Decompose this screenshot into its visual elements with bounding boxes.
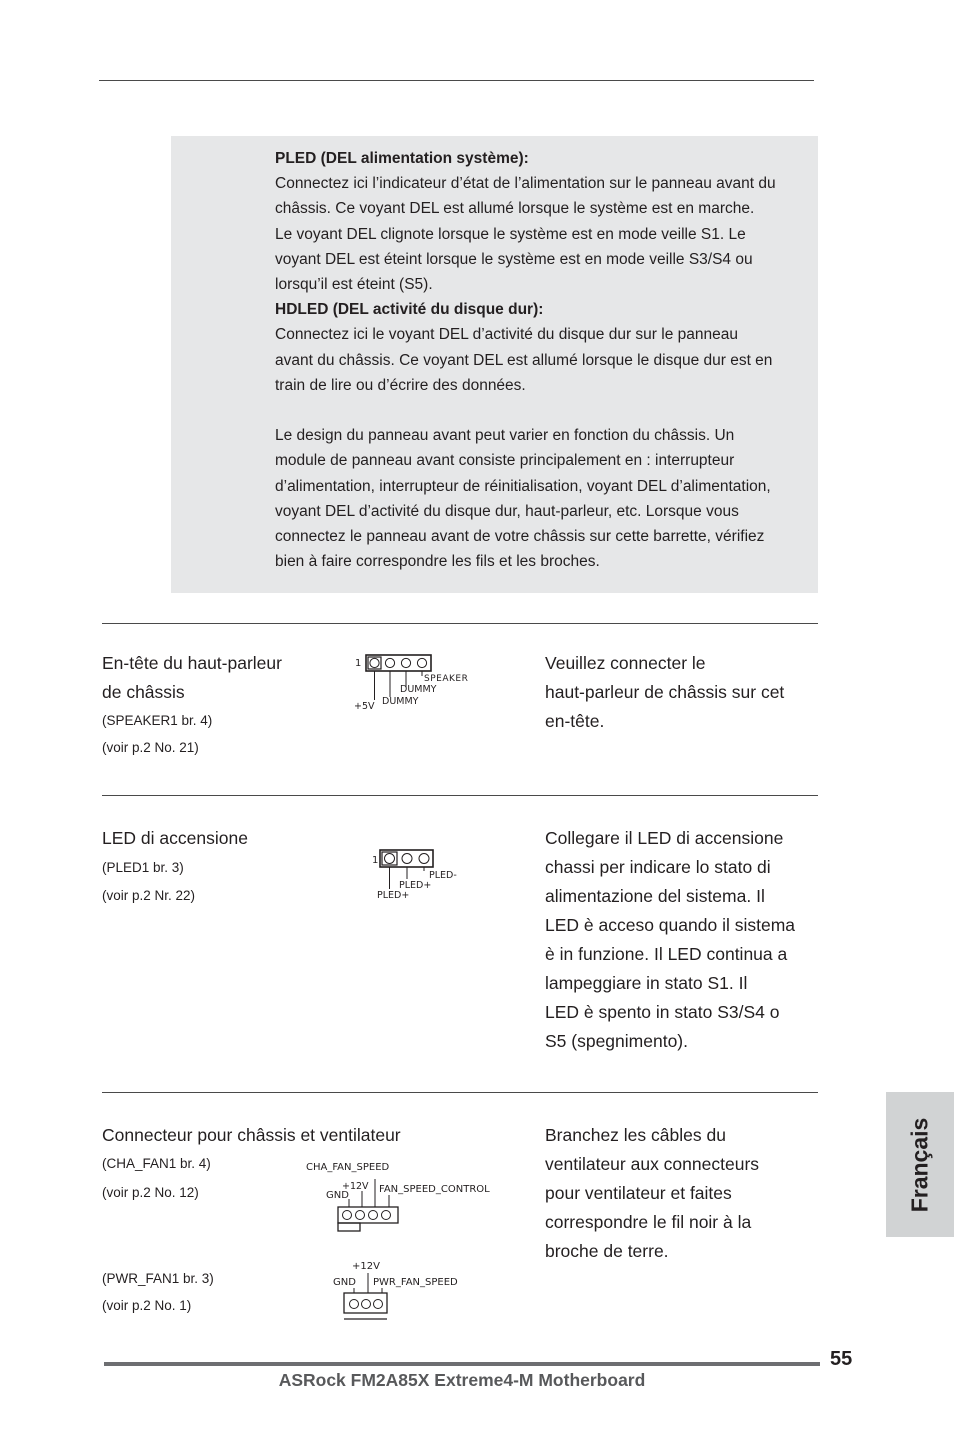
- pin1-label: 1: [372, 855, 379, 866]
- info-box-text: [275, 146, 820, 574]
- pled-ref: (voir p.2 Nr. 22): [102, 888, 196, 903]
- design-line: voyant DEL d’activité du disque dur, haut-parleur, etc. Lorsque vous: [275, 502, 739, 520]
- pled-desc-line: Collegare il LED di accensione: [545, 828, 784, 848]
- pin: [374, 1300, 383, 1309]
- pled-line: Connectez ici l’indicateur d’état de l’alimentation sur le panneau avant du: [275, 175, 776, 193]
- pled-header-diagram: [368, 845, 478, 905]
- speaker-desc-line: Veuillez connecter le: [545, 653, 706, 673]
- fan-speed-control-label: FAN_SPEED_CONTROL: [379, 1184, 490, 1195]
- plus12v-label: +12V: [342, 1181, 369, 1192]
- cha-fan-header-diagram: [300, 1155, 510, 1240]
- fan-desc-line: pour ventilateur et faites: [545, 1183, 732, 1203]
- pled-desc-line: LED è spento in stato S3/S4 o: [545, 1002, 780, 1022]
- fan-desc-line: correspondre le fil noir à la: [545, 1212, 752, 1232]
- design-line: bien à faire correspondre les fils et les broches.: [275, 553, 600, 571]
- header-key-tab: [338, 1223, 360, 1231]
- pled-description: [545, 824, 795, 1056]
- plus5v-pin-label: +5V: [354, 701, 375, 712]
- pled-desc-line: alimentazione del sistema. Il: [545, 886, 765, 906]
- pin: [385, 854, 395, 864]
- plus12v-label: +12V: [352, 1261, 380, 1272]
- pin: [401, 658, 410, 667]
- pled-plus-label: PLED+: [399, 880, 432, 891]
- footer-bar: [104, 1362, 820, 1366]
- pwr-fan-speed-label: PWR_FAN_SPEED: [373, 1277, 458, 1288]
- pin: [402, 854, 412, 864]
- speaker-title-line: En-tête du haut-parleur: [102, 653, 282, 673]
- design-line: module de panneau avant consiste principalement en : interrupteur: [275, 452, 735, 470]
- speaker-header-diagram: [350, 650, 490, 715]
- design-line: connectez le panneau avant de votre châssis sur cette barrette, vérifiez: [275, 528, 765, 546]
- pled-desc-line: LED è acceso quando il sistema: [545, 915, 795, 935]
- footer-title: ASRock FM2A85X Extreme4-M Motherboard: [278, 1370, 646, 1390]
- section-rule: [102, 795, 818, 796]
- pled-plus-label: PLED+: [377, 890, 410, 901]
- speaker-desc-line: haut-parleur de châssis sur cet: [545, 682, 785, 702]
- hdled-line: avant du châssis. Ce voyant DEL est allumé lorsque le disque dur est en: [275, 351, 773, 369]
- fan-desc-line: ventilateur aux connecteurs: [545, 1154, 760, 1174]
- cha-fan-detail: (CHA_FAN1 br. 4): [102, 1156, 211, 1171]
- speaker-title: [102, 649, 282, 707]
- speaker-ref: (voir p.2 No. 21): [102, 740, 199, 755]
- dummy-pin-label: DUMMY: [382, 696, 419, 707]
- cha-fan-speed-label: CHA_FAN_SPEED: [306, 1162, 390, 1173]
- pin: [350, 1300, 359, 1309]
- speaker-detail: (SPEAKER1 br. 4): [102, 713, 213, 728]
- pled-line: voyant DEL est éteint lorsque le système est en mode veille S3/S4 ou: [275, 250, 753, 268]
- pled-desc-line: lampeggiare in stato S1. Il: [545, 973, 748, 993]
- speaker-pin-label: SPEAKER: [424, 674, 469, 684]
- pwr-fan-header-diagram: [330, 1257, 470, 1327]
- pled-heading: PLED (DEL alimentation système):: [275, 150, 529, 167]
- dummy-pin-label: DUMMY: [400, 684, 437, 695]
- pwr-fan-detail: (PWR_FAN1 br. 3): [102, 1271, 214, 1286]
- hdled-line: train de lire ou d’écrire des données.: [275, 376, 526, 394]
- section-rule: [102, 1092, 818, 1093]
- language-tab-label: Français: [906, 1117, 933, 1212]
- hdled-line: Connectez ici le voyant DEL d’activité du disque dur sur le panneau: [275, 326, 738, 344]
- speaker-description: [545, 649, 784, 736]
- speaker-desc-line: en-tête.: [545, 711, 605, 731]
- pin1-label: 1: [355, 658, 362, 669]
- pin: [382, 1211, 391, 1220]
- pled-desc-line: S5 (spegnimento).: [545, 1031, 688, 1051]
- pled-desc-line: chassi per indicare lo stato di: [545, 857, 771, 877]
- pin: [356, 1211, 365, 1220]
- pin: [370, 658, 379, 667]
- cha-fan-ref: (voir p.2 No. 12): [102, 1185, 199, 1200]
- pin: [417, 658, 426, 667]
- paragraph-gap: [275, 398, 820, 423]
- gnd-label: GND: [333, 1277, 356, 1288]
- fan-title: Connecteur pour châssis et ventilateur: [102, 1125, 401, 1145]
- design-line: d’alimentation, interrupteur de réinitialisation, voyant DEL d’alimentation,: [275, 477, 771, 495]
- pin: [385, 658, 394, 667]
- gnd-label: GND: [326, 1190, 349, 1201]
- pin: [343, 1211, 352, 1220]
- pled-title: LED di accensione: [102, 828, 248, 848]
- design-line: Le design du panneau avant peut varier en fonction du châssis. Un: [275, 427, 735, 445]
- section-rule: [102, 623, 818, 624]
- hdled-heading: HDLED (DEL activité du disque dur):: [275, 301, 544, 319]
- fan-description: [545, 1121, 759, 1266]
- pled-line: Le voyant DEL clignote lorsque le système est en mode veille S1. Le: [275, 225, 746, 243]
- speaker-title-line: de châssis: [102, 682, 185, 702]
- fan-desc-line: Branchez les câbles du: [545, 1125, 726, 1145]
- pled-detail: (PLED1 br. 3): [102, 860, 184, 875]
- pwr-fan-ref: (voir p.2 No. 1): [102, 1298, 192, 1313]
- pled-line: lorsqu’il est éteint (S5).: [275, 276, 433, 294]
- pin: [419, 854, 429, 864]
- pled-line: châssis. Ce voyant DEL est allumé lorsque le système est en marche.: [275, 200, 755, 218]
- pled-minus-label: PLED-: [429, 870, 457, 881]
- page-number: 55: [830, 1348, 853, 1370]
- fan-desc-line: broche de terre.: [545, 1241, 669, 1261]
- top-rule: [99, 80, 814, 81]
- pin: [369, 1211, 378, 1220]
- pled-desc-line: è in funzione. Il LED continua a: [545, 944, 788, 964]
- pin: [362, 1300, 371, 1309]
- language-tab: [886, 1092, 954, 1237]
- header-outline: [344, 1293, 387, 1313]
